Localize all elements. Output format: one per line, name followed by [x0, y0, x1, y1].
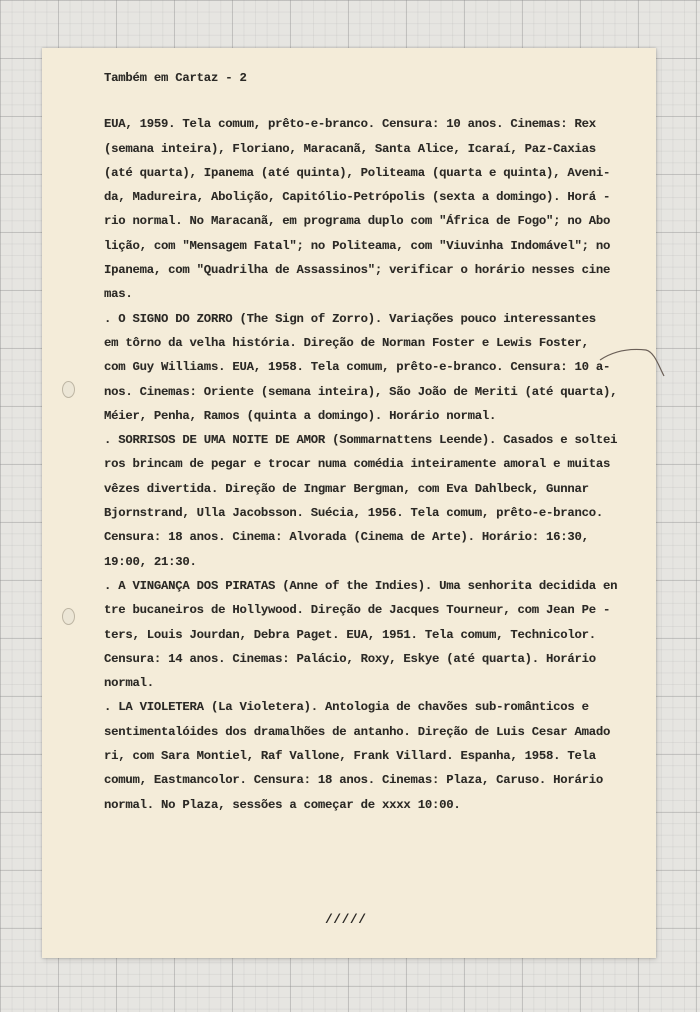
- text-line: mas.: [104, 287, 133, 302]
- typed-page: [42, 48, 656, 958]
- paragraph: [104, 428, 644, 574]
- text-line: ters, Louis Jourdan, Debra Paget. EUA, 1951. Tela comum, Technicolor.: [104, 627, 596, 642]
- page-header: Também em Cartaz - 2: [104, 71, 247, 85]
- end-mark: /////: [325, 912, 367, 927]
- text-line: ros brincam de pegar e trocar numa comédia inteiramente amoral e muitas: [104, 457, 611, 472]
- text-line: . O SIGNO DO ZORRO (The Sign of Zorro). Variações pouco interessantes: [104, 311, 596, 326]
- text-line: sentimentalóides dos dramalhões de antanho. Direção de Luis Cesar Amado: [104, 724, 611, 739]
- text-line: normal.: [104, 676, 154, 691]
- paragraph: [104, 695, 644, 816]
- text-line: tre bucaneiros de Hollywood. Direção de Jacques Tourneur, com Jean Pe -: [104, 603, 611, 618]
- document-body: [104, 66, 644, 817]
- text-line: Bjornstrand, Ulla Jacobsson. Suécia, 1956. Tela comum, prêto-e-branco.: [104, 506, 604, 521]
- punch-hole: [62, 381, 75, 398]
- punch-hole: [62, 608, 75, 625]
- paragraph: [104, 574, 644, 695]
- paragraph: [104, 112, 644, 306]
- text-line: rio normal. No Maracanã, em programa duplo com "África de Fogo"; no Abo: [104, 214, 611, 229]
- text-line: EUA, 1959. Tela comum, prêto-e-branco. Censura: 10 anos. Cinemas: Rex: [104, 117, 596, 132]
- text-line: (até quarta), Ipanema (até quinta), Politeama (quarta e quinta), Aveni-: [104, 165, 611, 180]
- text-line: Censura: 14 anos. Cinemas: Palácio, Roxy, Eskye (até quarta). Horário: [104, 651, 596, 666]
- text-line: Censura: 18 anos. Cinema: Alvorada (Cinema de Arte). Horário: 16:30,: [104, 530, 589, 545]
- text-line: ri, com Sara Montiel, Raf Vallone, Frank Villard. Espanha, 1958. Tela: [104, 749, 596, 764]
- text-line: comum, Eastmancolor. Censura: 18 anos. Cinemas: Plaza, Caruso. Horário: [104, 773, 604, 788]
- paragraph: [104, 307, 644, 428]
- text-line: . LA VIOLETERA (La Violetera). Antologia de chavões sub-românticos e: [104, 700, 589, 715]
- text-line: nos. Cinemas: Oriente (semana inteira), São João de Meriti (até quarta),: [104, 384, 618, 399]
- text-line: (semana inteira), Floriano, Maracanã, Santa Alice, Icaraí, Paz-Caxias: [104, 141, 596, 156]
- text-line: normal. No Plaza, sessões a começar de xxxx 10:00.: [104, 797, 461, 812]
- text-line: . A VINGANÇA DOS PIRATAS (Anne of the Indies). Uma senhorita decidida en: [104, 578, 618, 593]
- paragraph-list: [104, 112, 644, 817]
- text-line: lição, com "Mensagem Fatal"; no Politeama, com "Viuvinha Indomável"; no: [104, 238, 611, 253]
- text-line: . SORRISOS DE UMA NOITE DE AMOR (Sommarnattens Leende). Casados e soltei: [104, 433, 618, 448]
- text-line: com Guy Williams. EUA, 1958. Tela comum, prêto-e-branco. Censura: 10 a-: [104, 360, 611, 375]
- text-line: vêzes divertida. Direção de Ingmar Bergman, com Eva Dahlbeck, Gunnar: [104, 481, 589, 496]
- text-line: da, Madureira, Abolição, Capitólio-Petrópolis (sexta a domingo). Horá -: [104, 190, 611, 205]
- text-line: em tôrno da velha história. Direção de Norman Foster e Lewis Foster,: [104, 335, 589, 350]
- text-line: Ipanema, com "Quadrilha de Assassinos"; verificar o horário nesses cine: [104, 263, 611, 278]
- text-line: 19:00, 21:30.: [104, 554, 197, 569]
- text-line: Méier, Penha, Ramos (quinta a domingo). Horário normal.: [104, 408, 497, 423]
